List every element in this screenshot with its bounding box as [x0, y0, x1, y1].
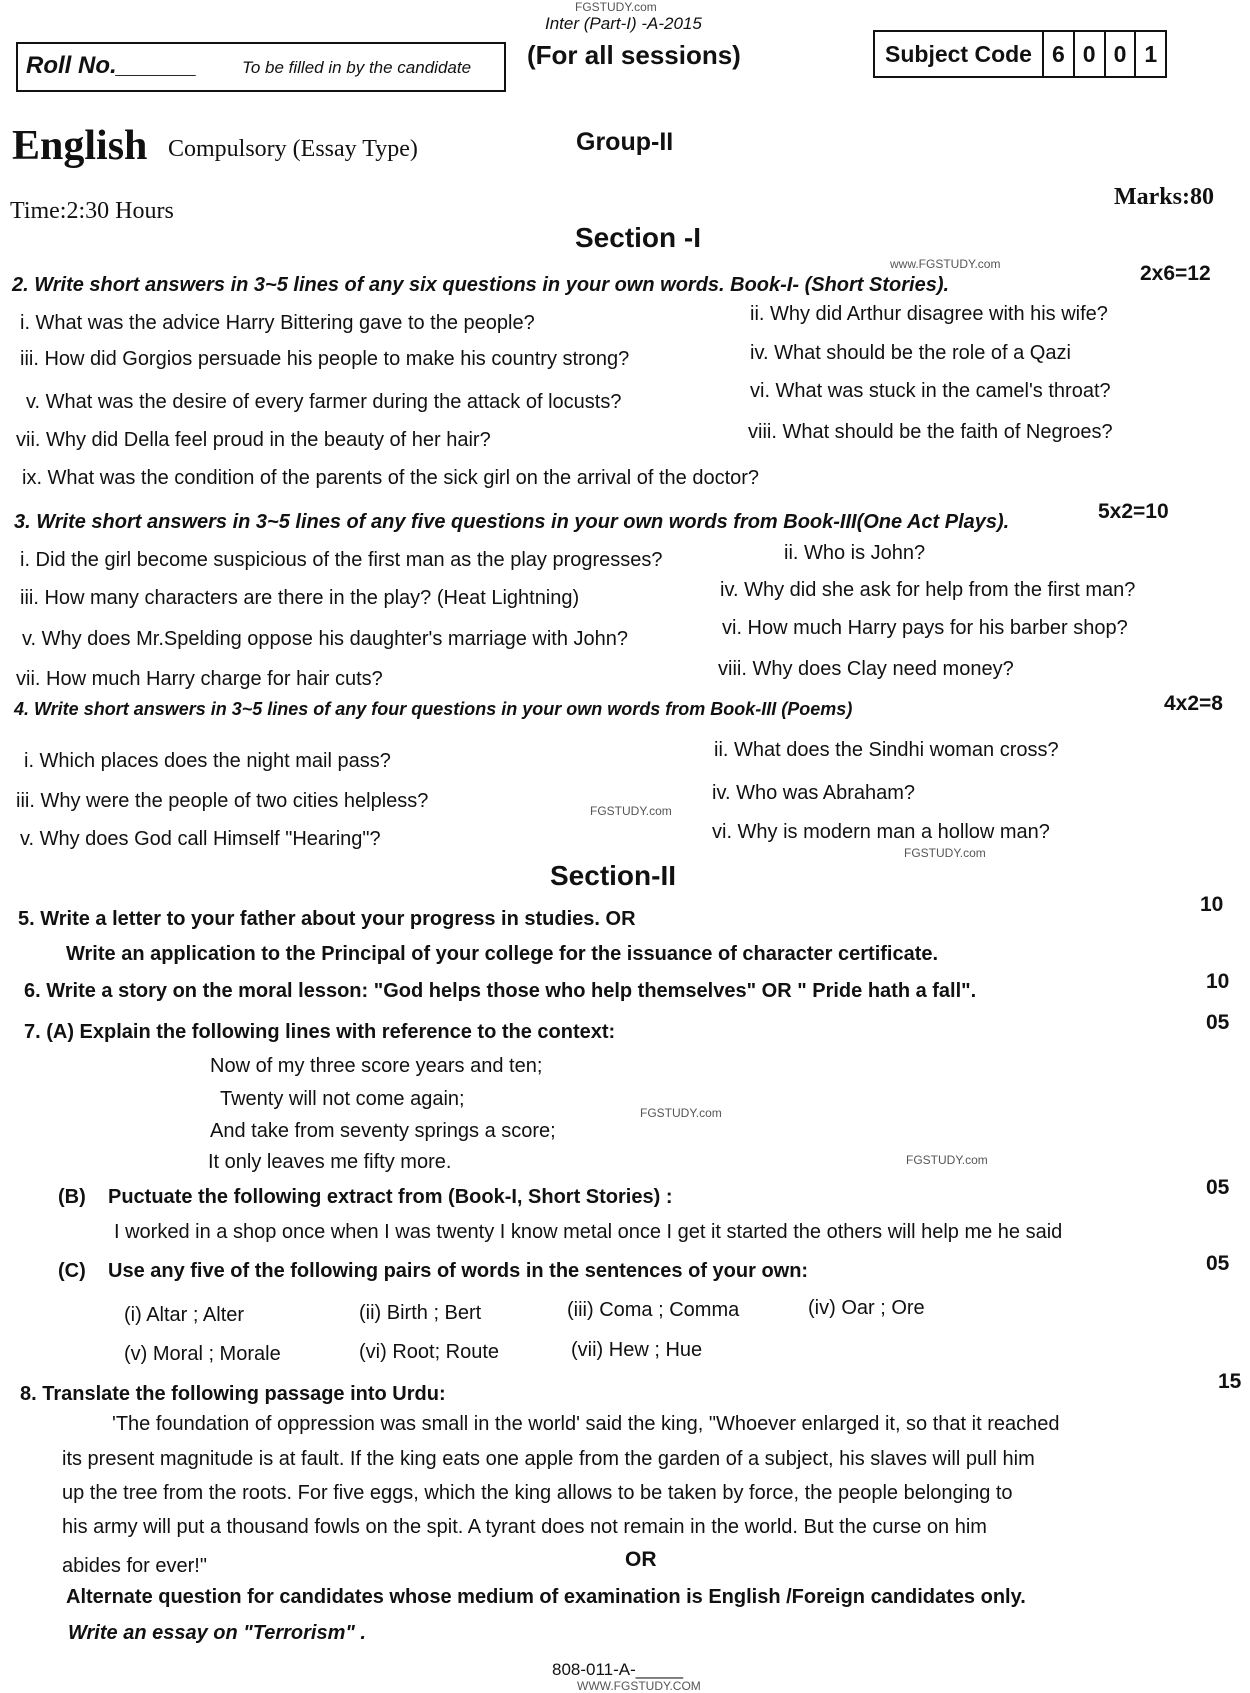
- q3-marks: 5x2=10: [1098, 500, 1169, 523]
- q8-marks: 15: [1218, 1370, 1242, 1393]
- subject-code-digit: 0: [1073, 32, 1104, 76]
- q3-item: i. Did the girl become suspicious of the first man as the play progresses?: [20, 549, 663, 571]
- watermark: FGSTUDY.com: [590, 804, 672, 818]
- watermark: FGSTUDY.com: [575, 0, 657, 14]
- or-label: OR: [625, 1548, 657, 1571]
- q7b-marks: 05: [1206, 1176, 1230, 1199]
- q3-item: iv. Why did she ask for help from the first man?: [720, 579, 1136, 601]
- marks-label: Marks:80: [1114, 184, 1214, 210]
- subject-code-label: Subject Code: [885, 40, 1032, 67]
- subject-code-digit: 1: [1134, 32, 1165, 76]
- q4-item: ii. What does the Sindhi woman cross?: [714, 739, 1059, 761]
- q4-item: i. Which places does the night mail pass?: [24, 750, 391, 772]
- q5-text: 5. Write a letter to your father about your progress in studies. OR: [18, 908, 636, 930]
- sessions-label: (For all sessions): [527, 40, 741, 70]
- q7c-label: (C): [58, 1260, 86, 1282]
- q3-item: iii. How many characters are there in the play? (Heat Lightning): [20, 587, 580, 609]
- group-label: Group-II: [576, 128, 674, 156]
- q2-marks: 2x6=12: [1140, 262, 1211, 285]
- q4-item: vi. Why is modern man a hollow man?: [712, 821, 1050, 843]
- passage-line: 'The foundation of oppression was small in the world' said the king, "Whoever enlarged it, so that it reached: [112, 1413, 1060, 1435]
- q2-item: ix. What was the condition of the parents of the sick girl on the arrival of the doctor?: [22, 467, 760, 489]
- q7b-label: (B): [58, 1186, 86, 1208]
- poem-line: Now of my three score years and ten;: [210, 1055, 543, 1077]
- word-pair: (v) Moral ; Morale: [124, 1343, 281, 1365]
- watermark: FGSTUDY.com: [904, 846, 986, 860]
- q2-item: viii. What should be the faith of Negroes?: [748, 421, 1113, 443]
- passage-line: his army will put a thousand fowls on the spit. A tyrant does not remain in the world. But the curse on him: [62, 1516, 987, 1538]
- q2-item: i. What was the advice Harry Bittering gave to the people?: [20, 312, 535, 334]
- word-pair: (ii) Birth ; Bert: [359, 1302, 482, 1324]
- footer-site: WWW.FGSTUDY.COM: [577, 1679, 701, 1693]
- q3-item: ii. Who is John?: [784, 542, 926, 564]
- roll-label: Roll No.______: [26, 52, 197, 79]
- alternate-question: Alternate question for candidates whose medium of examination is English /Foreign candidates only.: [66, 1586, 1026, 1608]
- word-pair: (iii) Coma ; Comma: [567, 1299, 740, 1321]
- q5-alternative: Write an application to the Principal of your college for the issuance of character certificate.: [66, 943, 939, 965]
- paper-code: 808-011-A-_____: [552, 1660, 684, 1679]
- q2-item: iv. What should be the role of a Qazi: [750, 342, 1071, 364]
- q4-item: v. Why does God call Himself "Hearing"?: [20, 828, 381, 850]
- poem-line: It only leaves me fifty more.: [208, 1151, 452, 1173]
- q5-marks: 10: [1200, 893, 1224, 916]
- q6-marks: 10: [1206, 970, 1230, 993]
- watermark: FGSTUDY.com: [906, 1153, 988, 1167]
- q3-item: viii. Why does Clay need money?: [718, 658, 1014, 680]
- watermark: FGSTUDY.com: [640, 1106, 722, 1120]
- q3-item: vii. How much Harry charge for hair cuts?: [16, 668, 383, 690]
- q7a-text: 7. (A) Explain the following lines with reference to the context:: [24, 1021, 616, 1043]
- q4-item: iv. Who was Abraham?: [712, 782, 916, 804]
- exam-title: Inter (Part-I) -A-2015: [545, 14, 702, 33]
- q4-marks: 4x2=8: [1164, 692, 1223, 715]
- subject-title: English: [12, 123, 148, 169]
- passage-line: its present magnitude is at fault. If the king eats one apple from the garden of a subject, his slaves will pull him: [62, 1448, 1035, 1470]
- time-label: Time:2:30 Hours: [10, 198, 174, 224]
- section-2-title: Section-II: [550, 860, 677, 891]
- subject-code-digit: 0: [1104, 32, 1135, 76]
- q7c-marks: 05: [1206, 1252, 1230, 1275]
- q2-item: vii. Why did Della feel proud in the beauty of her hair?: [16, 429, 491, 451]
- q4-instruction: 4. Write short answers in 3~5 lines of any four questions in your own words from Book-III (Poems): [14, 699, 853, 719]
- word-pair: (vi) Root; Route: [359, 1341, 500, 1363]
- q2-item: iii. How did Gorgios persuade his people to make his country strong?: [20, 348, 630, 370]
- q2-item: ii. Why did Arthur disagree with his wife?: [750, 303, 1108, 325]
- section-1-title: Section -I: [575, 222, 702, 253]
- poem-line: Twenty will not come again;: [220, 1088, 465, 1110]
- q2-item: v. What was the desire of every farmer during the attack of locusts?: [26, 391, 622, 413]
- q6-text: 6. Write a story on the moral lesson: "God helps those who help themselves" OR " Pride hath a fall".: [24, 980, 977, 1002]
- word-pair: (iv) Oar ; Ore: [808, 1297, 925, 1319]
- word-pair: (i) Altar ; Alter: [124, 1304, 245, 1326]
- q8-text: 8. Translate the following passage into Urdu:: [20, 1383, 446, 1405]
- word-pair: (vii) Hew ; Hue: [571, 1339, 703, 1361]
- essay-question: Write an essay on "Terrorism" .: [68, 1622, 366, 1644]
- q7b-text: Puctuate the following extract from (Book-I, Short Stories) :: [108, 1186, 673, 1208]
- q3-item: v. Why does Mr.Spelding oppose his daughter's marriage with John?: [22, 628, 628, 650]
- poem-line: And take from seventy springs a score;: [210, 1120, 556, 1142]
- q7a-marks: 05: [1206, 1011, 1230, 1034]
- q3-instruction: 3. Write short answers in 3~5 lines of any five questions in your own words from Book-III(One Act Plays).: [14, 511, 1010, 533]
- q2-instruction: 2. Write short answers in 3~5 lines of any six questions in your own words. Book-I- (Short Stories).: [12, 274, 950, 296]
- subject-type: Compulsory (Essay Type): [168, 136, 418, 162]
- q4-item: iii. Why were the people of two cities helpless?: [16, 790, 429, 812]
- passage-line: abides for ever!": [62, 1555, 207, 1577]
- roll-hint: To be filled in by the candidate: [242, 58, 472, 77]
- q2-item: vi. What was stuck in the camel's throat?: [750, 380, 1111, 402]
- watermark: www.FGSTUDY.com: [890, 257, 1001, 271]
- q7b-extract: I worked in a shop once when I was twenty I know metal once I get it started the others will help me he said: [114, 1221, 1063, 1243]
- q7c-text: Use any five of the following pairs of words in the sentences of your own:: [108, 1260, 809, 1282]
- subject-code-box: [873, 30, 1167, 78]
- subject-code-digit: 6: [1042, 32, 1073, 76]
- q3-item: vi. How much Harry pays for his barber shop?: [722, 617, 1128, 639]
- roll-number-box[interactable]: [16, 42, 506, 92]
- passage-line: up the tree from the roots. For five eggs, which the king allows to be taken by force, the people belonging to: [62, 1482, 1013, 1504]
